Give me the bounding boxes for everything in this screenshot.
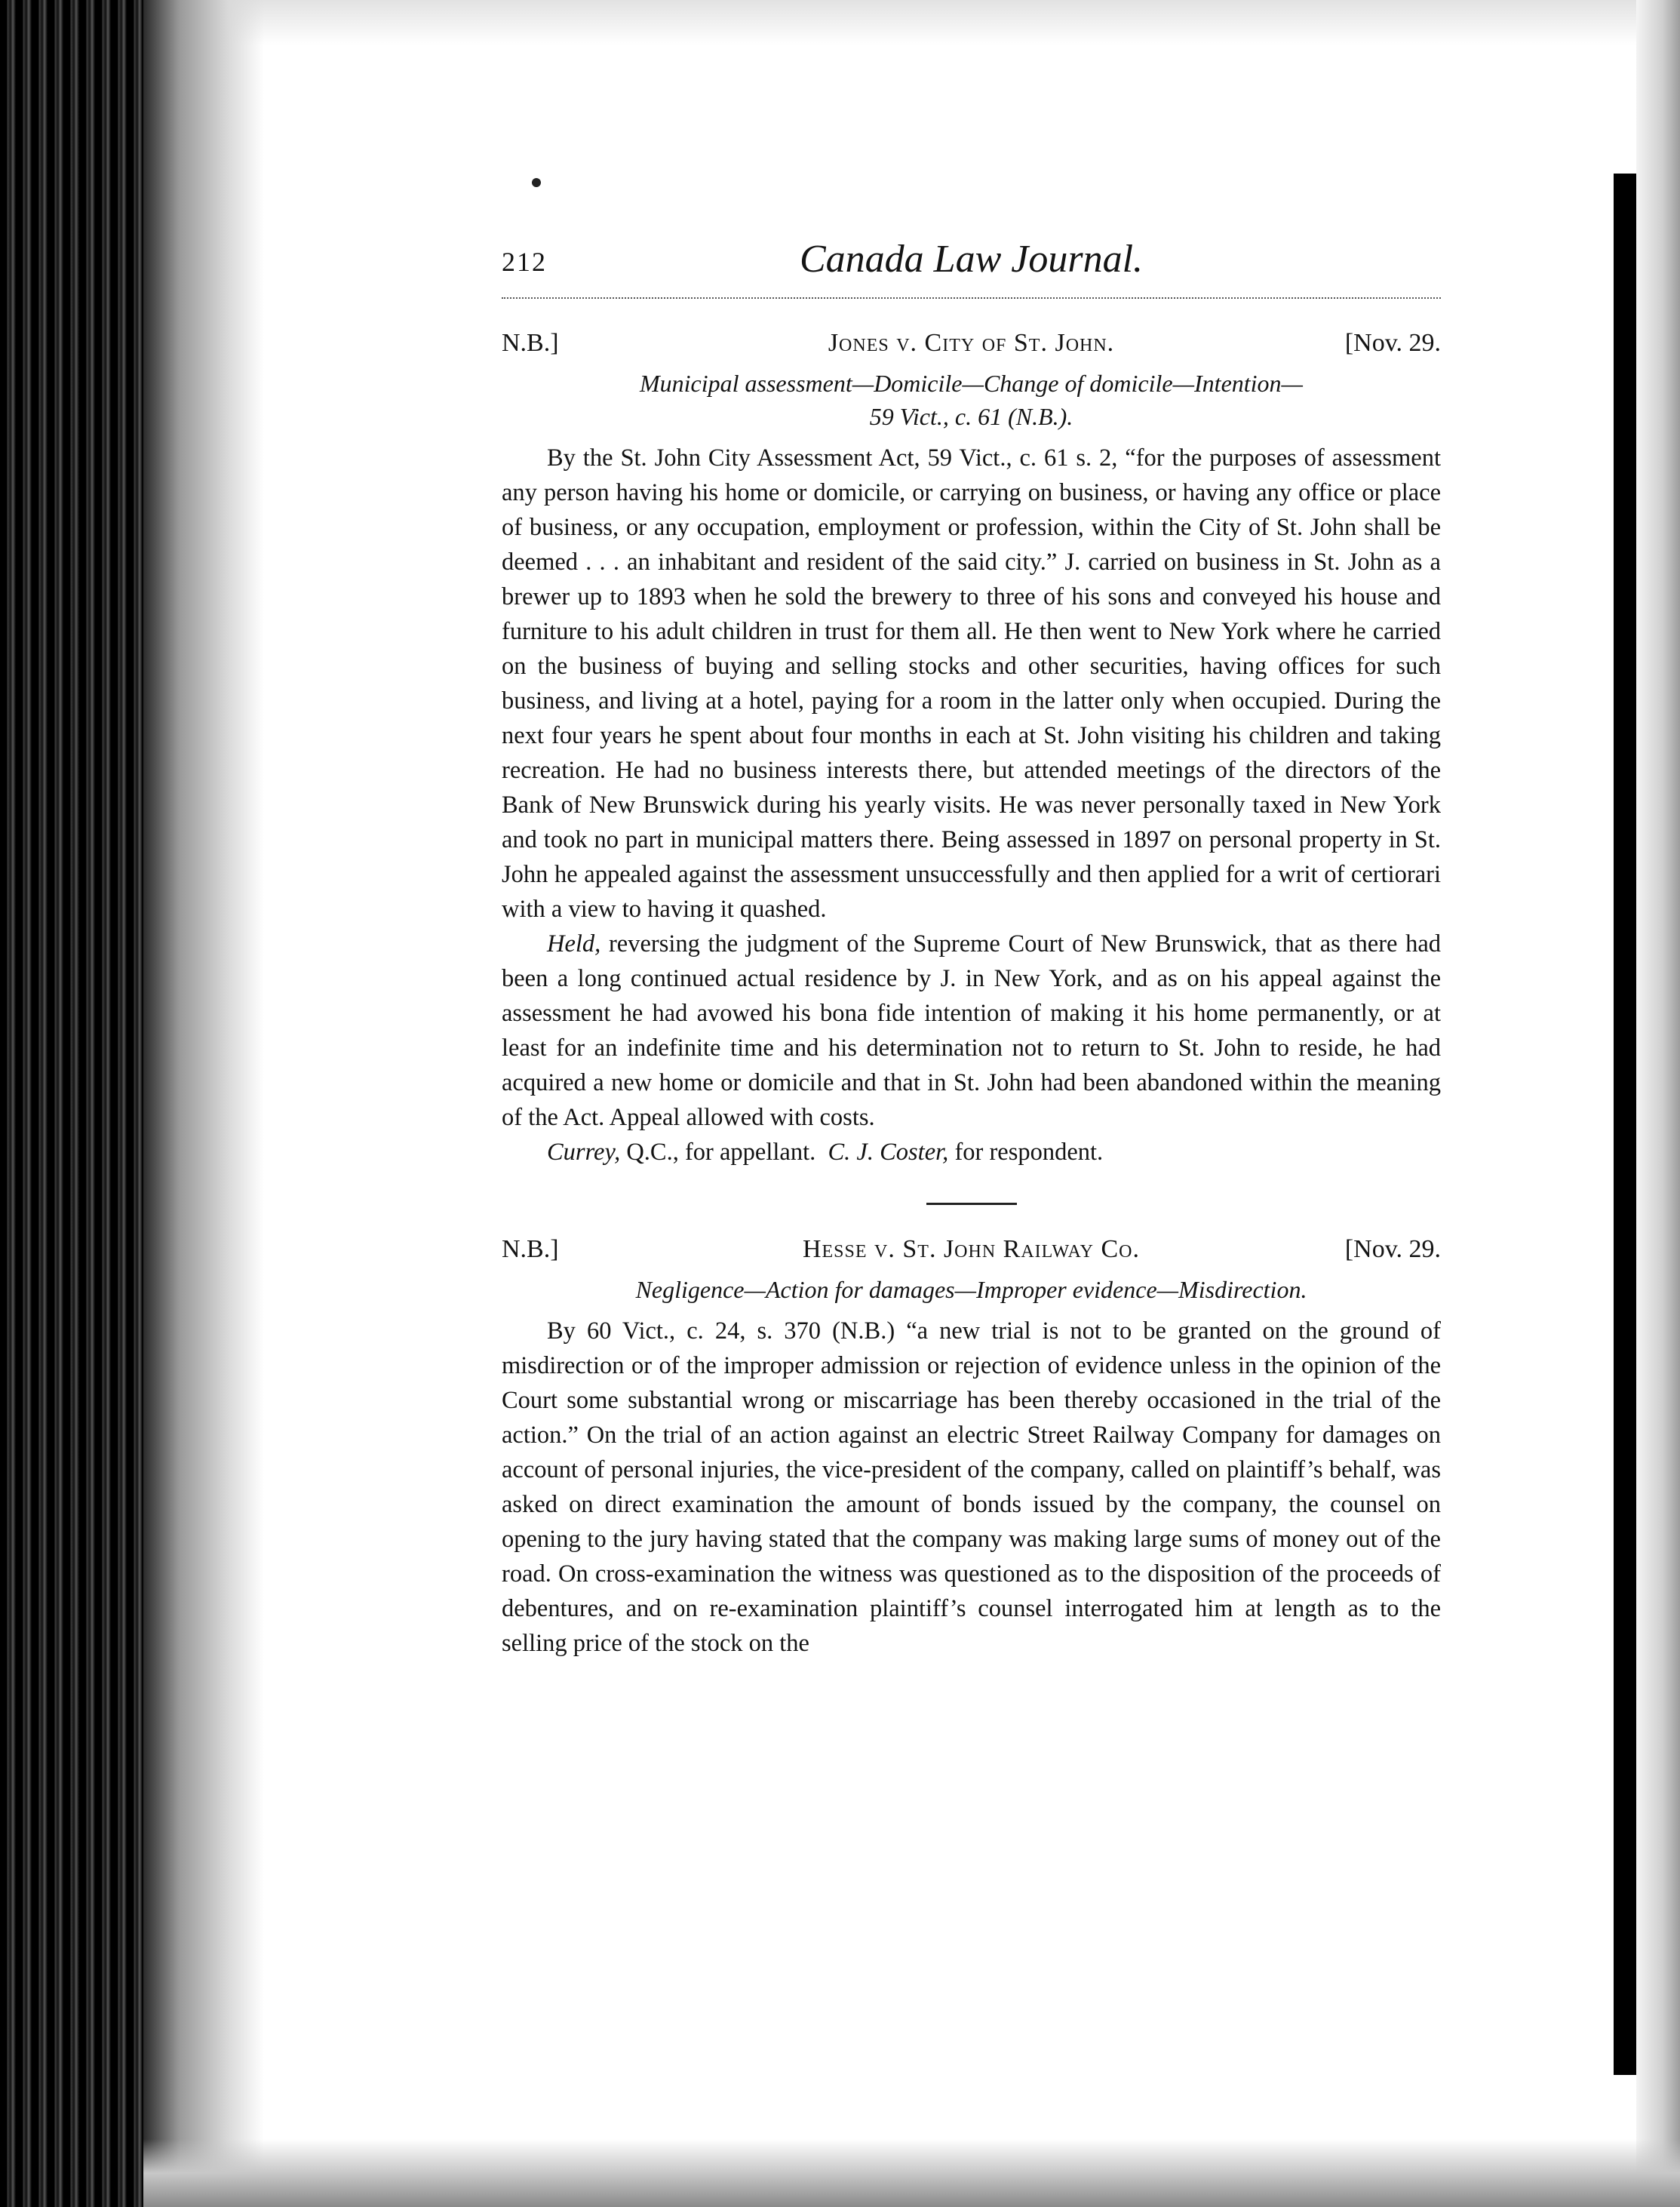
- case-title: Jones v. City of St. John.: [828, 329, 1115, 357]
- case-hesse: [502, 1235, 1441, 1661]
- scan-speck: [532, 178, 541, 187]
- case-subject-line: 59 Vict., c. 61 (N.B.).: [869, 403, 1073, 430]
- case-heading: [502, 329, 1441, 367]
- case-holding: [502, 927, 1441, 1135]
- case-jones: [502, 329, 1441, 1170]
- page-number: 212: [502, 247, 547, 277]
- case-subject-line: Municipal assessment—Domicile—Change of domicile—Intention—: [639, 370, 1303, 397]
- scan-binding-shadow: [143, 0, 264, 2207]
- case-heading: [502, 1235, 1441, 1273]
- counsel-respondent: for respondent.: [948, 1139, 1104, 1166]
- scan-binding-edge: [0, 0, 143, 2207]
- journal-title: Canada Law Journal.: [799, 238, 1144, 281]
- counsel-respondent-name: C. J. Coster,: [828, 1139, 949, 1166]
- scan-bottom-shadow: [143, 2139, 1680, 2207]
- case-divider: [926, 1203, 1017, 1205]
- case-court: N.B.]: [502, 1235, 559, 1263]
- case-facts: By the St. John City Assessment Act, 59 Vict., c. 61 s. 2, “for the purposes of assessment any person having his home or domicile, or carrying on business, or having any office or place of business, or any occupation, employment or profession, within the City of St. John shall be deemed . . . an inhabitant and resident of the said city.” J. carried on business in St. John as a brewer up to 1893 when he sold the brewery to three of his sons and conveyed his house and furniture to his adult children in trust for them all. He then went to New York where he carried on the business of buying and selling stocks and other securities, having offices for such business, and living at a hotel, paying for a room in the latter only when occupied. During the next four years he spent about four months in each at St. John visiting his children and taking recreation. He had no business interests there, but attended meetings of the directors of the Bank of New Brunswick during his yearly visits. He was never personally taxed in New York and took no part in municipal matters there. Being assessed in 1897 on personal property in St. John he appealed against the assessment unsuccessfully and then applied for a writ of certiorari with a view to having it quashed.: [502, 444, 1441, 923]
- running-head: [502, 234, 1441, 287]
- scan-top-shadow: [143, 0, 1680, 45]
- page: [502, 234, 1441, 1661]
- case-facts: By 60 Vict., c. 24, s. 370 (N.B.) “a new trial is not to be granted on the ground of misdirection or of the improper admission or rejection of evidence unless in the opinion of the Court some substantial wrong or miscarriage has been thereby occasioned in the trial of the action.” On the trial of an action against an electric Street Railway Company for damages on account of personal injuries, the vice-president of the company, called on plaintiff’s behalf, was asked on direct examination the amount of bonds issued by the company, the counsel on opening to the jury having stated that the company was making large sums of money out of the road. On cross-examination the witness was questioned as to the disposition of the proceeds of debentures, and on re-examination plaintiff’s counsel interrogated him at length as to the selling price of the stock on the: [502, 1317, 1441, 1657]
- held-label: Held,: [547, 930, 601, 957]
- scan-right-edge: [1636, 0, 1680, 2207]
- case-title: Hesse v. St. John Railway Co.: [802, 1235, 1141, 1263]
- case-subject-line: Negligence—Action for damages—Improper evidence—Misdirection.: [635, 1276, 1307, 1303]
- counsel-appellant: Q.C., for appellant.: [620, 1139, 816, 1166]
- case-court: N.B.]: [502, 329, 559, 357]
- case-date: [Nov. 29.: [1344, 329, 1441, 357]
- case-date: [Nov. 29.: [1344, 1235, 1441, 1263]
- counsel-appellant-name: Currey,: [547, 1139, 621, 1166]
- head-rule: [502, 297, 1441, 299]
- scan-right-bar: [1614, 174, 1636, 2075]
- case-subject: [532, 367, 1411, 433]
- case-subject: [532, 1273, 1411, 1306]
- held-text: reversing the judgment of the Supreme Court of New Brunswick, that as there had been a long continued actual residence by J. in New York, and as on his appeal against the assessment he had avowed his bona fide intention of making it his home permanently, or at least for an indefinite time and his determination not to return to St. John to reside, he had acquired a new home or domicile and that in St. John had been abandoned within the meaning of the Act. Appeal allowed with costs.: [502, 930, 1441, 1131]
- case-counsel: [502, 1135, 1441, 1170]
